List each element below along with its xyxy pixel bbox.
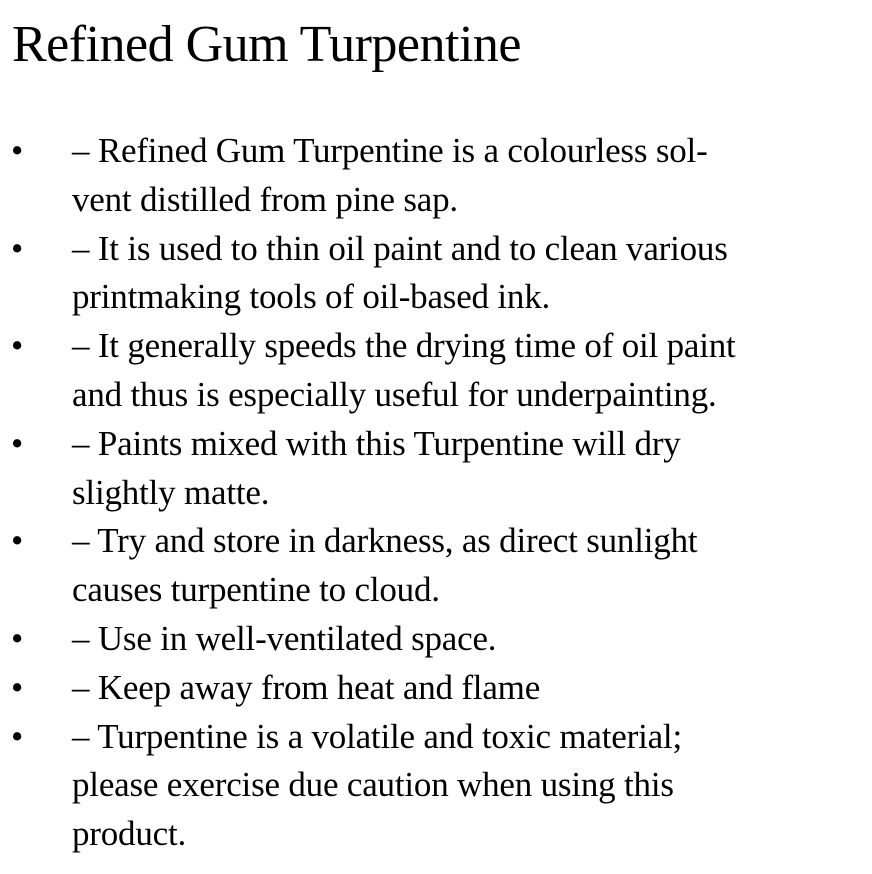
- page-title: Refined Gum Turpentine: [12, 16, 521, 73]
- list-item-line: – It is used to thin oil paint and to clean various: [72, 228, 728, 268]
- list-item-line: – Try and store in darkness, as direct sunlight: [72, 521, 698, 561]
- info-list: [0, 127, 872, 859]
- bullet-icon: •: [11, 667, 24, 707]
- list-item-line: and thus is especially useful for underpainting.: [72, 374, 717, 414]
- list-item-line: slightly matte.: [72, 472, 270, 512]
- list-item-line: – Paints mixed with this Turpentine will dry: [72, 423, 681, 463]
- bullet-icon: •: [11, 716, 24, 756]
- list-item: [0, 127, 872, 225]
- list-item: [0, 322, 872, 420]
- list-item-line: printmaking tools of oil-based ink.: [72, 277, 551, 317]
- list-item-line: – Keep away from heat and flame: [72, 667, 541, 707]
- list-item: [0, 713, 872, 859]
- list-item-line: – It generally speeds the drying time of oil paint: [72, 326, 736, 366]
- list-item-line: – Refined Gum Turpentine is a colourless sol-: [72, 131, 708, 170]
- bullet-icon: •: [11, 131, 24, 170]
- list-item-line: please exercise due caution when using this: [72, 765, 674, 805]
- list-item-line: vent distilled from pine sap.: [72, 179, 458, 219]
- bullet-icon: •: [11, 228, 24, 268]
- bullet-icon: •: [11, 326, 24, 366]
- list-item-line: – Turpentine is a volatile and toxic material;: [72, 716, 682, 756]
- list-item: [0, 615, 872, 664]
- list-item-line: product.: [72, 814, 187, 854]
- list-item-line: causes turpentine to cloud.: [72, 570, 440, 610]
- list-item: [0, 517, 872, 615]
- list-item: [0, 225, 872, 323]
- bullet-icon: •: [11, 521, 24, 561]
- bullet-icon: •: [11, 423, 24, 463]
- list-item-line: – Use in well-ventilated space.: [72, 618, 497, 658]
- bullet-icon: •: [11, 618, 24, 658]
- list-item: [0, 420, 872, 518]
- list-item: [0, 664, 872, 713]
